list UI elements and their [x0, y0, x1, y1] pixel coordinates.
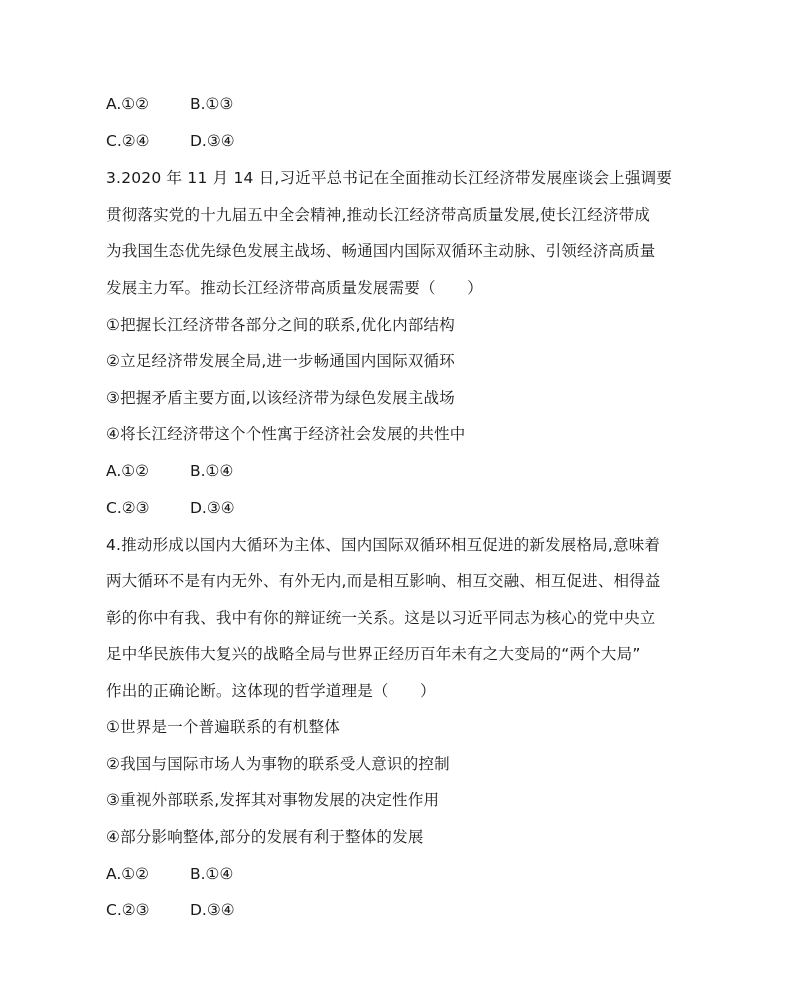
option-b: B.①④ — [190, 865, 234, 883]
option-d: D.③④ — [190, 901, 235, 919]
q3-item-2: ②立足经济带发展全局,进一步畅通国内国际双循环 — [106, 352, 455, 370]
q3-stem-line: 贯彻落实党的十九届五中全会精神,推动长江经济带高质量发展,使长江经济带成 — [106, 206, 651, 224]
q4-stem-line: 足中华民族伟大复兴的战略全局与世界正经历百年未有之大变局的“两个大局” — [106, 645, 641, 663]
q3-stem-line: 为我国生态优先绿色发展主战场、畅通国内国际双循环主动脉、引领经济高质量 — [106, 242, 656, 260]
q4-stem-line: 作出的正确论断。这体现的哲学道理是（ ） — [106, 682, 436, 700]
option-c: C.②③ — [106, 499, 150, 517]
option-c: C.②④ — [106, 132, 150, 150]
q3-item-1: ①把握长江经济带各部分之间的联系,优化内部结构 — [106, 316, 455, 334]
q4-item-2: ②我国与国际市场人为事物的联系受人意识的控制 — [106, 755, 450, 773]
option-b: B.①③ — [190, 95, 234, 113]
q3-item-3: ③把握矛盾主要方面,以该经济带为绿色发展主战场 — [106, 389, 455, 407]
option-a: A.①② — [106, 865, 150, 883]
q4-item-1: ①世界是一个普遍联系的有机整体 — [106, 718, 340, 736]
q4-stem-line: 两大循环不是有内无外、有外无内,而是相互影响、相互交融、相互促进、相得益 — [106, 572, 661, 590]
q4-stem-line: 4.推动形成以国内大循环为主体、国内国际双循环相互促进的新发展格局,意味着 — [106, 536, 661, 554]
q3-stem-line: 3.2020 年 11 月 14 日,习近平总书记在全面推动长江经济带发展座谈会上强调要 — [106, 169, 673, 187]
option-a: A.①② — [106, 462, 150, 480]
q3-item-4: ④将长江经济带这个个性寓于经济社会发展的共性中 — [106, 425, 466, 443]
option-d: D.③④ — [190, 499, 235, 517]
q4-item-4: ④部分影响整体,部分的发展有利于整体的发展 — [106, 828, 424, 846]
q4-stem-line: 彰的你中有我、我中有你的辩证统一关系。这是以习近平同志为核心的党中央立 — [106, 609, 656, 627]
option-b: B.①④ — [190, 462, 234, 480]
option-d: D.③④ — [190, 132, 235, 150]
q3-stem-line: 发展主力军。推动长江经济带高质量发展需要（ ） — [106, 279, 483, 297]
q4-item-3: ③重视外部联系,发挥其对事物发展的决定性作用 — [106, 791, 440, 809]
option-c: C.②③ — [106, 901, 150, 919]
option-a: A.①② — [106, 95, 150, 113]
